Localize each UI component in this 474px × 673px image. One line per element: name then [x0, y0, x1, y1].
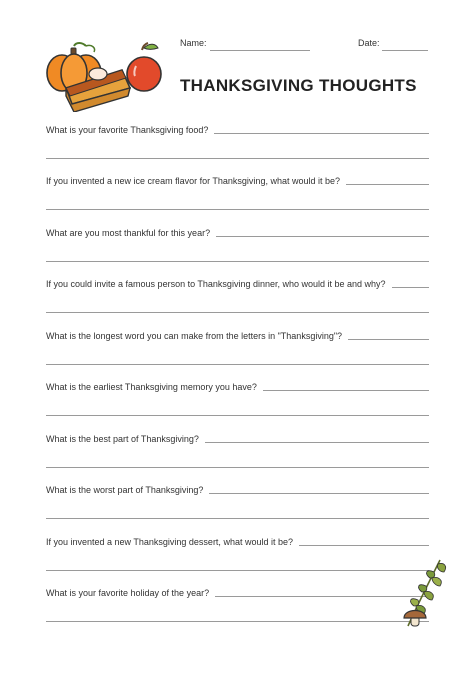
answer-line[interactable] [46, 518, 429, 519]
question-text: What is your favorite holiday of the year? [46, 588, 210, 598]
answer-line[interactable] [346, 184, 429, 185]
question-block [46, 379, 429, 419]
mushroom-icon [404, 611, 426, 627]
answer-line[interactable] [205, 442, 429, 443]
question-block [46, 173, 429, 213]
answer-line[interactable] [263, 390, 429, 391]
date-label: Date: [358, 38, 380, 48]
name-field[interactable] [210, 50, 310, 51]
answer-line[interactable] [214, 133, 429, 134]
question-text: What is the best part of Thanksgiving? [46, 434, 199, 444]
answer-line[interactable] [46, 312, 429, 313]
answer-line[interactable] [46, 364, 429, 365]
question-text: If you invented a new Thanksgiving dessert, what would it be? [46, 537, 293, 547]
answer-line[interactable] [46, 261, 429, 262]
answer-line[interactable] [348, 339, 429, 340]
question-text: What is the worst part of Thanksgiving? [46, 485, 204, 495]
answer-line[interactable] [46, 621, 429, 622]
page-title: THANKSGIVING THOUGHTS [180, 76, 417, 95]
question-block [46, 482, 429, 522]
answer-line[interactable] [46, 415, 429, 416]
date-field[interactable] [382, 50, 428, 51]
answer-line[interactable] [46, 570, 429, 571]
question-block [46, 431, 429, 471]
question-text: What is your favorite Thanksgiving food? [46, 125, 209, 135]
question-text: If you invented a new ice cream flavor for Thanksgiving, what would it be? [46, 176, 340, 186]
question-block [46, 122, 429, 162]
name-label: Name: [180, 38, 207, 48]
question-block [46, 328, 429, 368]
answer-line[interactable] [46, 158, 429, 159]
answer-line[interactable] [46, 467, 429, 468]
answer-line[interactable] [216, 236, 429, 237]
question-text: What are you most thankful for this year? [46, 228, 211, 238]
question-block [46, 585, 429, 625]
question-block [46, 276, 429, 316]
question-text: What is the longest word you can make from the letters in "Thanksgiving"? [46, 331, 343, 341]
answer-line[interactable] [46, 209, 429, 210]
question-block [46, 534, 429, 574]
question-text: If you could invite a famous person to Thanksgiving dinner, who would it be and why? [46, 279, 386, 289]
question-block [46, 225, 429, 265]
answer-line[interactable] [299, 545, 429, 546]
answer-line[interactable] [215, 596, 429, 597]
question-text: What is the earliest Thanksgiving memory you have? [46, 382, 257, 392]
apple-icon [127, 43, 161, 91]
autumn-illustration [400, 556, 452, 630]
answer-line[interactable] [392, 287, 429, 288]
answer-line[interactable] [209, 493, 429, 494]
thanksgiving-illustration [42, 40, 162, 112]
